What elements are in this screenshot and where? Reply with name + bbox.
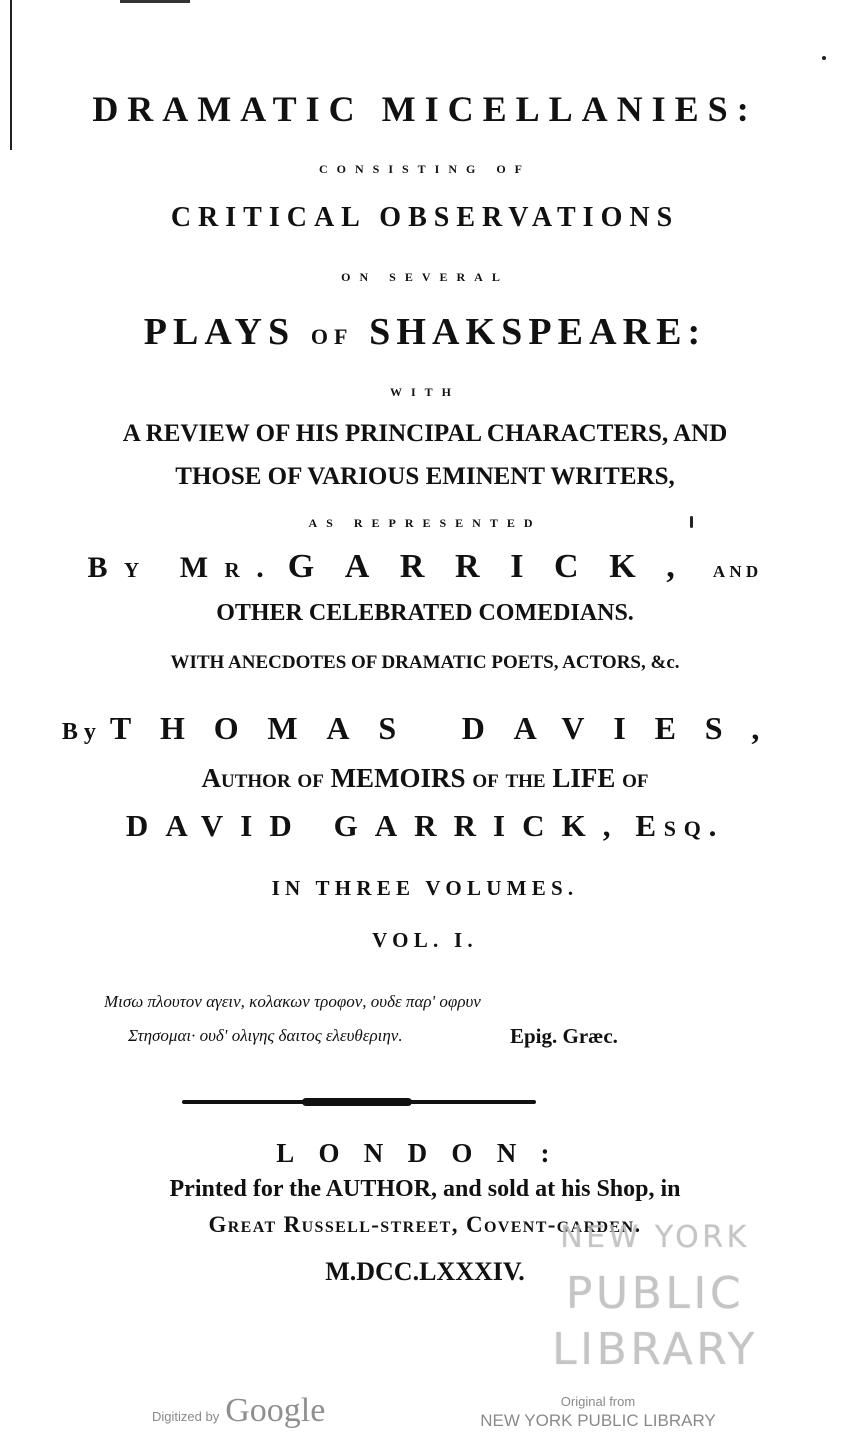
scan-edge-mark — [120, 0, 190, 3]
critical-observations: CRITICAL OBSERVATIONS — [170, 202, 680, 233]
stamp-line-3: LIBRARY — [552, 1324, 758, 1375]
publication-date: M.DCC.LXXXIV. — [325, 1257, 525, 1286]
author-name: THOMAS DAVIES, — [109, 710, 789, 746]
epigraph-line-1: Μισω πλουτον αγειν, κολακων τροφον, ουδε παρ' οφρυν — [104, 992, 481, 1011]
digitized-by-label: Digitized by — [152, 1409, 220, 1424]
original-from-library — [478, 1394, 718, 1431]
city: LONDON: — [276, 1138, 574, 1168]
other-comedians: OTHER CELEBRATED COMEDIANS. — [216, 600, 634, 626]
as-represented: AS REPRESENTED — [308, 516, 542, 530]
ink-speck — [690, 516, 693, 528]
ink-speck — [822, 56, 826, 60]
digitized-by-google — [152, 1392, 325, 1430]
review-line-2: THOSE OF VARIOUS EMINENT WRITERS, — [175, 463, 675, 490]
stamp-line-2: PUBLIC — [565, 1268, 745, 1319]
library-name: NEW YORK PUBLIC LIBRARY — [480, 1411, 716, 1430]
with-word: WITH — [389, 385, 460, 399]
shakspeare-word: SHAKSPEARE: — [369, 311, 707, 353]
by-thomas-davies — [0, 710, 850, 747]
library-stamp — [530, 1210, 780, 1400]
by-mr: By Mr. — [87, 551, 281, 584]
volumes-line: IN THREE VOLUMES. — [271, 876, 579, 900]
by-word: By — [61, 719, 102, 745]
on-several: ON SEVERAL — [341, 270, 509, 284]
anecdotes-line: WITH ANECDOTES OF DRAMATIC POETS, ACTORS, &c. — [170, 652, 680, 673]
review-line-1: A REVIEW OF HIS PRINCIPAL CHARACTERS, AND — [122, 420, 728, 447]
author-of-line: Author of MEMOIRS of the LIFE of — [201, 763, 649, 793]
original-from-label: Original from — [560, 1394, 636, 1409]
esq: Esq. — [635, 808, 725, 843]
and-word: AND — [712, 562, 763, 581]
plays-word: PLAYS — [143, 311, 296, 353]
subject-name: DAVID GARRICK, — [125, 808, 628, 843]
epigraph-source: Epig. Græc. — [510, 1024, 618, 1048]
imprint-line-2: Great Russell-street, Covent-garden. — [208, 1212, 642, 1237]
consisting-of: CONSISTING OF — [318, 162, 532, 176]
imprint-line-1: Printed for the AUTHOR, and sold at his Shop, in — [169, 1176, 681, 1202]
garrick-name: GARRICK, — [287, 548, 706, 585]
google-logo: Google — [225, 1392, 326, 1429]
stamp-line-1: NEW YORK — [560, 1220, 750, 1255]
volume-number: VOL. I. — [372, 928, 478, 952]
by-mr-garrick — [0, 548, 850, 586]
of-word: OF — [310, 324, 354, 349]
plays-of-shakspeare — [0, 310, 850, 354]
book-title: DRAMATIC MICELLANIES: — [92, 89, 758, 129]
david-garrick-line — [0, 808, 850, 844]
epigraph-line-2: Στησομαι· ουδ' ολιγης δαιτος ελευθεριην. — [128, 1026, 403, 1045]
ornamental-rule — [182, 1100, 536, 1104]
